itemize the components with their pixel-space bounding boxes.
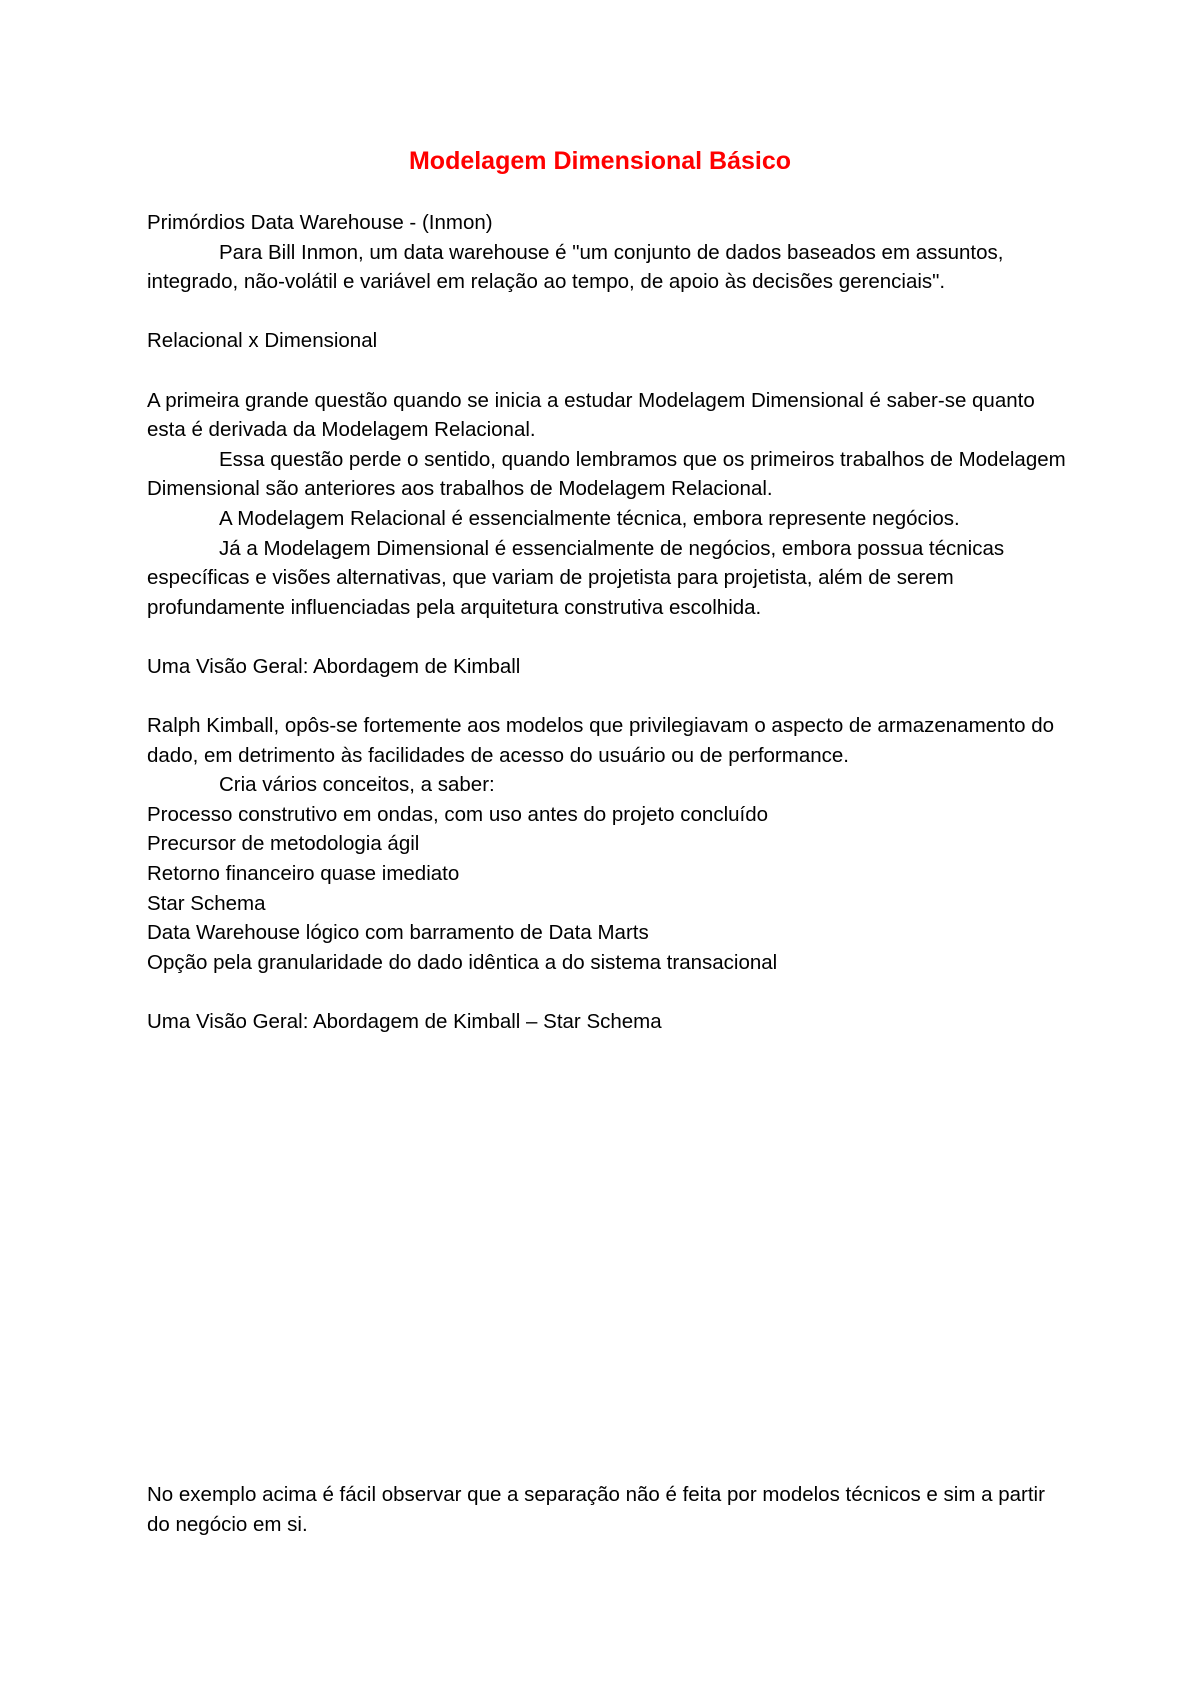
concept-item: Star Schema (147, 891, 266, 915)
concept-item: Data Warehouse lógico com barramento de Data Marts (147, 921, 649, 945)
closing-block (147, 1480, 1067, 1539)
spacer (147, 356, 1067, 386)
paragraph-dimensional-negocios: Já a Modelagem Dimensional é essencialmente de negócios, embora possua técnicas específicas e visões alternativas, que variam de projetista para projetista, além de serem profundamente influenciadas pela arquitetura construtiva escolhida. (147, 536, 1010, 619)
spacer (147, 297, 1067, 327)
concept-item: Precursor de metodologia ágil (147, 832, 420, 856)
paragraph-primeira-questao: A primeira grande questão quando se inicia a estudar Modelagem Dimensional é saber-se quanto esta é derivada da Modelagem Relacional. (147, 388, 1041, 442)
section-heading-kimball: Uma Visão Geral: Abordagem de Kimball (147, 654, 521, 678)
spacer (147, 682, 1067, 712)
paragraph-inmon-definition: Para Bill Inmon, um data warehouse é "um conjunto de dados baseados em assuntos, integrado, não-volátil e variável em relação ao tempo, de apoio às decisões gerenciais". (147, 240, 1010, 294)
concept-item: Processo construtivo em ondas, com uso antes do projeto concluído (147, 802, 769, 826)
paragraph-cria-conceitos: Cria vários conceitos, a saber: (219, 773, 495, 797)
paragraph-ralph-kimball: Ralph Kimball, opôs-se fortemente aos modelos que privilegiavam o aspecto de armazenamento do dado, em detrimento às facilidades de acesso do usuário ou de performance. (147, 714, 1060, 767)
concept-item: Opção pela granularidade do dado idêntica a do sistema transacional (147, 950, 778, 974)
section-heading-star-schema: Uma Visão Geral: Abordagem de Kimball – Star Schema (147, 1010, 662, 1034)
section-heading-relacional-dimensional: Relacional x Dimensional (147, 329, 378, 353)
paragraph-closing: No exemplo acima é fácil observar que a separação não é feita por modelos técnicos e sim a partir do negócio em si. (147, 1483, 1051, 1536)
spacer (147, 977, 1067, 1007)
concept-item: Retorno financeiro quase imediato (147, 862, 460, 886)
spacer (147, 622, 1067, 652)
section-heading-inmon: Primórdios Data Warehouse - (Inmon) (147, 211, 493, 234)
paragraph-relacional-tecnica: A Modelagem Relacional é essencialmente técnica, embora represente negócios. (219, 506, 960, 530)
document-body (147, 208, 1072, 1037)
document-title: Modelagem Dimensional Básico (408, 147, 792, 175)
paragraph-questao-sentido: Essa questão perde o sentido, quando lembramos que os primeiros trabalhos de Modelagem Dimensional são anteriores aos trabalhos de Modelagem Relacional. (147, 447, 1072, 501)
